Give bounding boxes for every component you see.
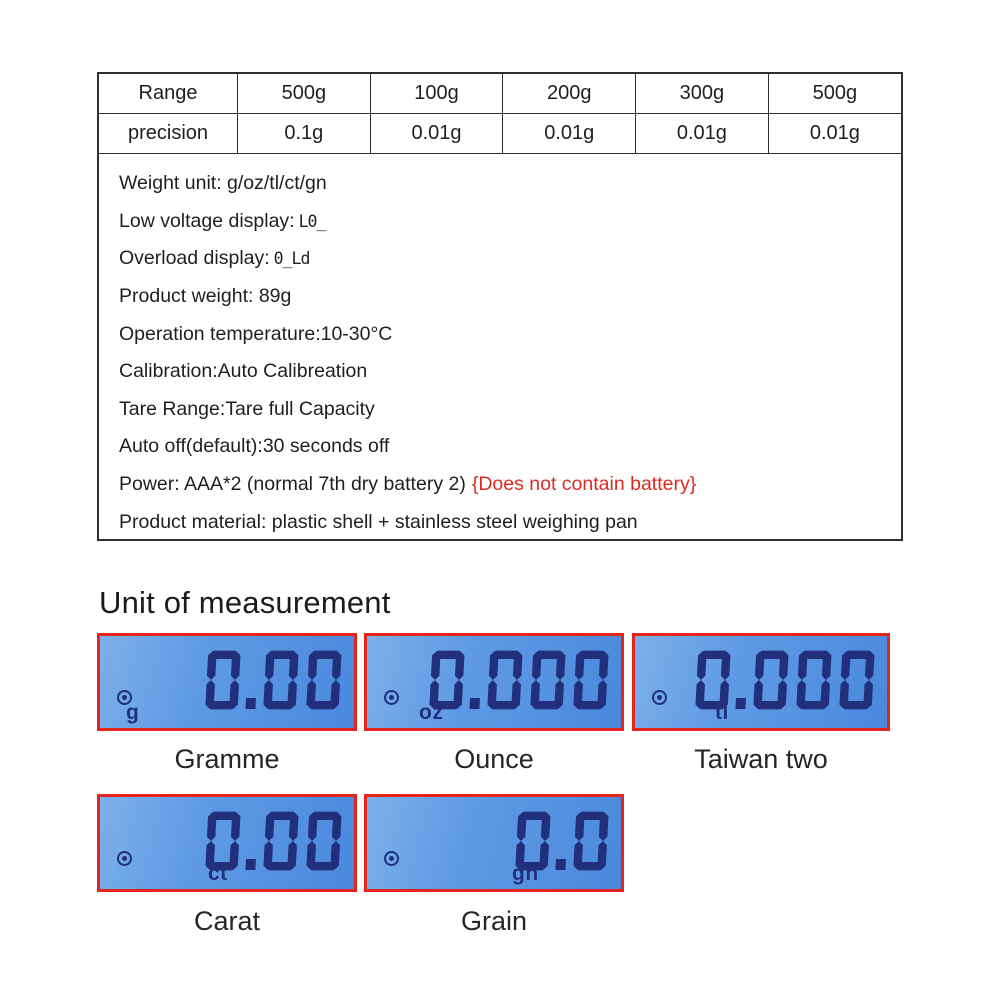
table-cell: 500g: [238, 74, 371, 114]
spec-text: Operation temperature:10-30°C: [119, 322, 393, 345]
spec-text: Low voltage display:: [119, 209, 295, 232]
seven-segment-digit: [570, 811, 611, 871]
spec-text: Weight unit: g/oz/tl/ct/gn: [119, 172, 327, 195]
spec-line-operation-temperature: [119, 315, 891, 353]
table-cell: 0.01g: [768, 114, 901, 154]
lcd-display-gramme: [97, 633, 357, 731]
caption-gramme: Gramme: [174, 744, 280, 774]
spec-box: [97, 72, 903, 541]
lcd-unit-label: g: [126, 701, 140, 724]
seven-segment-digit: [793, 650, 834, 710]
caption-ounce: Ounce: [454, 744, 534, 774]
decimal-point: [735, 698, 746, 709]
lcd-display-taiwan-two: [632, 633, 890, 731]
spec-line-low-voltage: [119, 203, 891, 241]
seven-segment-digit: [484, 650, 525, 710]
caption-taiwan-two: Taiwan two: [694, 744, 828, 774]
lcd-code-text: L0_: [298, 211, 326, 231]
seven-segment-digit: [750, 650, 791, 710]
decimal-point: [469, 698, 480, 709]
table-cell: 300g: [636, 74, 769, 114]
battery-warning-text: {Does not contain battery}: [471, 473, 697, 496]
stable-indicator-icon: [384, 690, 399, 705]
seven-segment-digit: [836, 650, 877, 710]
lcd-code-text: 0_Ld: [273, 249, 310, 269]
decimal-point: [245, 698, 256, 709]
spec-line-auto-off: [119, 428, 891, 466]
table-cell: 0.01g: [370, 114, 503, 154]
decimal-point: [245, 859, 256, 870]
spec-line-overload: [119, 240, 891, 278]
stable-indicator-icon: [117, 851, 132, 866]
table-cell: 100g: [370, 74, 503, 114]
spec-text: Product weight: 89g: [119, 285, 292, 308]
spec-text: Product material: plastic shell + stainless steel weighing pan: [119, 510, 638, 533]
spec-line-tare-range: [119, 391, 891, 429]
lcd-unit-label: gn: [512, 862, 539, 885]
table-cell: 500g: [768, 74, 901, 114]
table-cell: Range: [99, 74, 238, 114]
lcd-display-grain: [364, 794, 624, 892]
table-row-range: [99, 74, 901, 114]
caption-carat: Carat: [193, 906, 261, 936]
table-row-precision: [99, 114, 901, 154]
seven-segment-digit: [527, 650, 568, 710]
lcd-digits: [426, 648, 611, 710]
caption-grain: Grain: [460, 906, 528, 936]
decimal-point: [555, 859, 566, 870]
lcd-digits: [202, 648, 344, 710]
table-cell: 0.1g: [238, 114, 371, 154]
seven-segment-digit: [202, 650, 243, 710]
range-precision-table: [99, 74, 901, 154]
table-cell: precision: [99, 114, 238, 154]
seven-segment-digit: [260, 650, 301, 710]
spec-line-calibration: [119, 353, 891, 391]
spec-line-weight-unit: [119, 165, 891, 203]
stable-indicator-icon: [652, 690, 667, 705]
lcd-unit-label: oz: [419, 701, 444, 724]
seven-segment-digit: [303, 650, 344, 710]
seven-segment-digit: [260, 811, 301, 871]
spec-text: Overload display:: [119, 247, 270, 270]
table-cell: 0.01g: [636, 114, 769, 154]
spec-text: Auto off(default):30 seconds off: [119, 435, 390, 458]
seven-segment-digit: [570, 650, 611, 710]
lcd-unit-label: tl: [715, 701, 729, 724]
lcd-display-ounce: [364, 633, 624, 731]
lcd-unit-label: ct: [208, 862, 228, 885]
section-title: Unit of measurement: [99, 585, 391, 620]
table-cell: 0.01g: [503, 114, 636, 154]
spec-line-product-material: [119, 503, 891, 541]
spec-text: Power: AAA*2 (normal 7th dry battery 2): [119, 473, 466, 496]
spec-lines: [99, 154, 901, 541]
stable-indicator-icon: [384, 851, 399, 866]
lcd-display-carat: [97, 794, 357, 892]
spec-line-product-weight: [119, 278, 891, 316]
table-cell: 200g: [503, 74, 636, 114]
spec-text: Calibration:Auto Calibreation: [119, 360, 368, 383]
spec-line-power: [119, 466, 891, 504]
spec-text: Tare Range:Tare full Capacity: [119, 397, 375, 420]
seven-segment-digit: [303, 811, 344, 871]
